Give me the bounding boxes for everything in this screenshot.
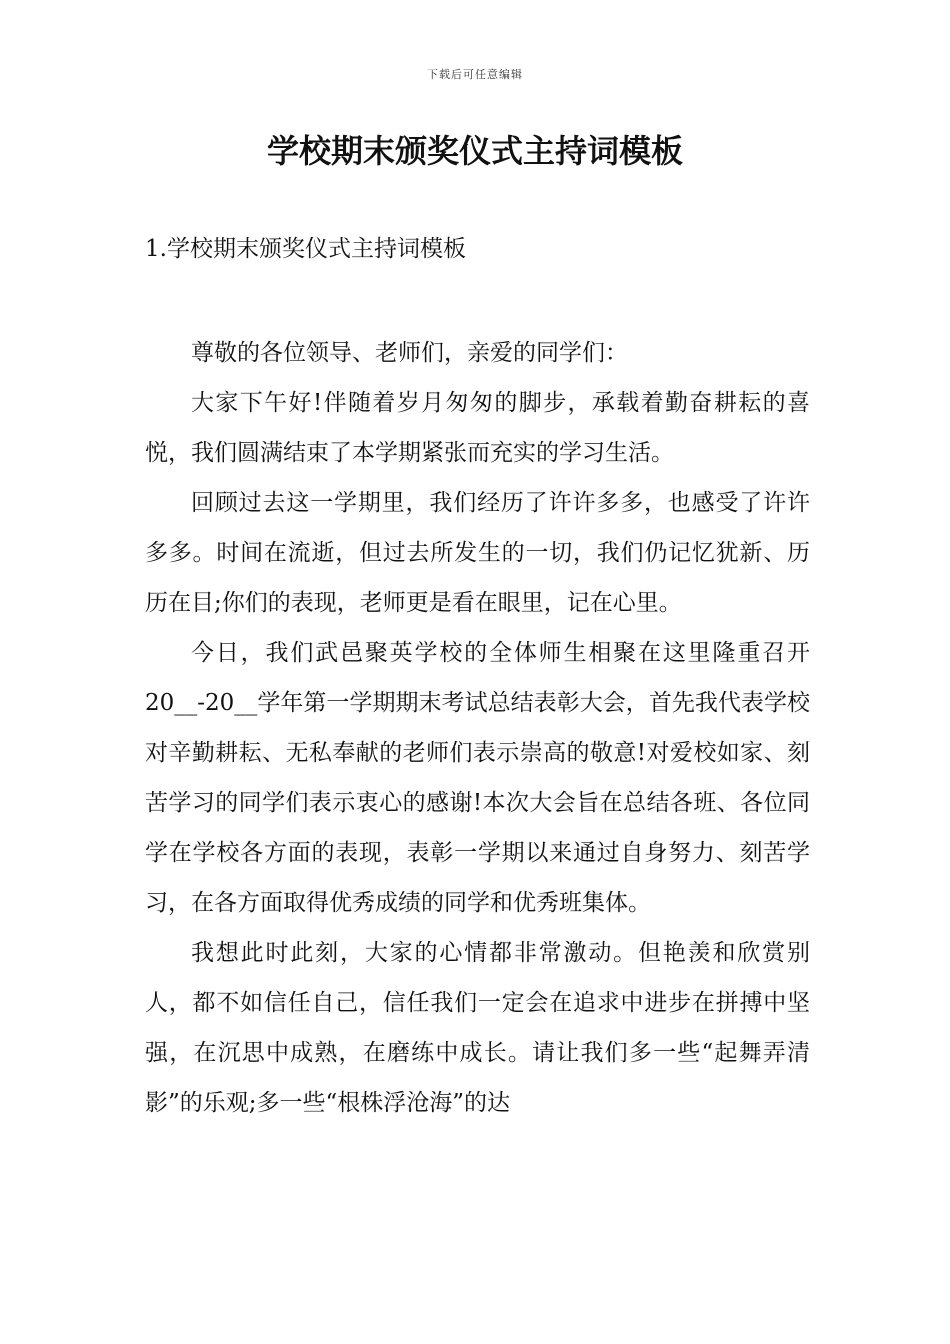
paragraph-opening: 大家下午好!伴随着岁月匆匆的脚步，承载着勤奋耕耘的喜悦，我们圆满结束了本学期紧张而充实的学习生活。 [145,390,810,466]
paragraph-encouragement: 我想此时此刻，大家的心情都非常激动。但艳羡和欣赏别人，都不如信任自己，信任我们一定会在追求中进步在拼搏中坚强，在沉思中成熟，在磨练中成长。请让我们多一些“起舞弄清影”的乐观;多一些“根株浮沧海”的达 [145,940,810,1116]
page-header-note: 下载后可任意编辑 [427,68,523,81]
document-title: 学校期末颁奖仪式主持词模板 [266,132,683,170]
section-heading: 1.学校期末颁奖仪式主持词模板 [145,236,466,262]
paragraph-meeting-purpose: 今日，我们武邑聚英学校的全体师生相聚在这里隆重召开20__-20__学年第一学期期末考试总结表彰大会，首先我代表学校对辛勤耕耘、无私奉献的老师们表示崇高的敬意!对爱校如家、刻苦学习的同学们表示衷心的感谢!本次大会旨在总结各班、各位同学在学校各方面的表现，表彰一学期以来通过自身努力、刻苦学习，在各方面取得优秀成绩的同学和优秀班集体。 [145,640,810,916]
document-body [145,328,810,1128]
paragraph-review: 回顾过去这一学期里，我们经历了许许多多，也感受了许许多多。时间在流逝，但过去所发生的一切，我们仍记忆犹新、历历在目;你们的表现，老师更是看在眼里，记在心里。 [145,490,810,616]
paragraph-greeting: 尊敬的各位领导、老师们，亲爱的同学们： [191,340,628,366]
